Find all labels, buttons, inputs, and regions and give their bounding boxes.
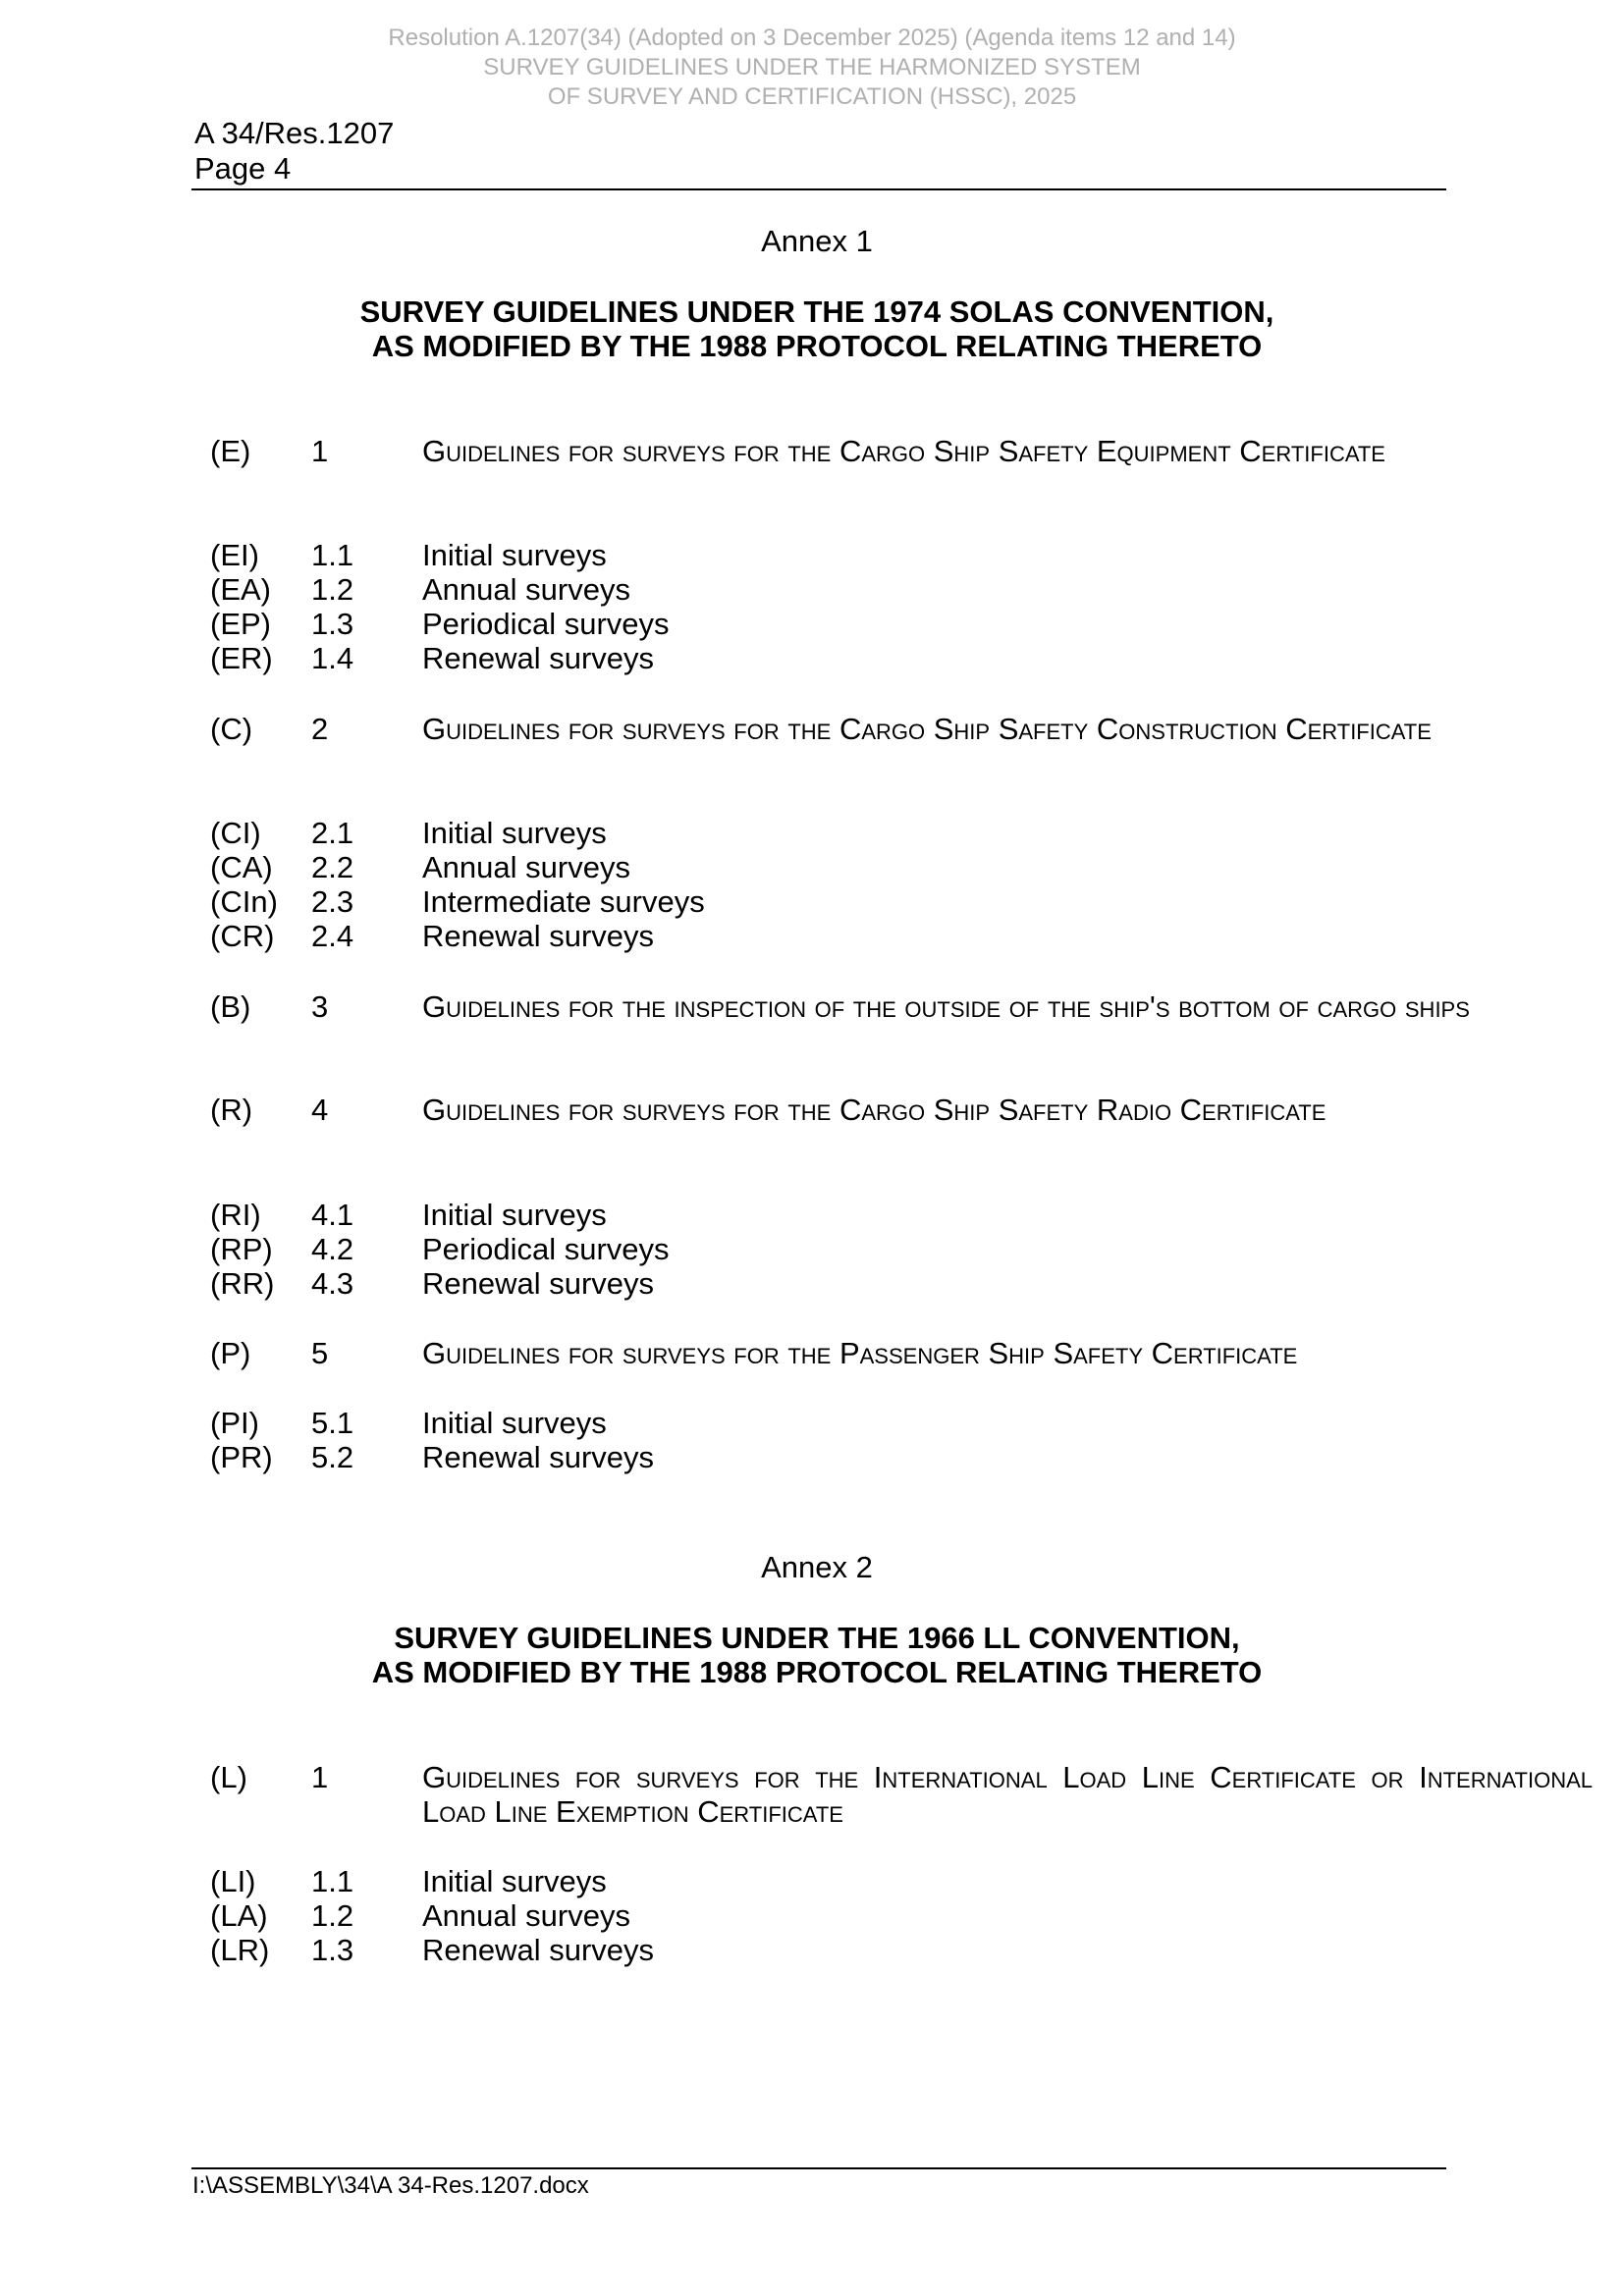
survey-code: (CA): [210, 850, 273, 884]
survey-code: (LR): [210, 1933, 270, 1967]
item-label: Renewal surveys: [422, 1933, 655, 1967]
item-number: 5.2: [311, 1440, 354, 1474]
item-label: Initial surveys: [422, 1864, 607, 1898]
item-number: 4.2: [311, 1232, 354, 1266]
item-number: 1: [311, 1760, 329, 1794]
survey-code: (LA): [210, 1898, 268, 1933]
survey-code: (CIn): [210, 884, 278, 919]
section-heading: Guidelines for surveys for the Passenger Ship Safety Certificate: [422, 1336, 1298, 1370]
annex-1-heading-line-2: AS MODIFIED BY THE 1988 PROTOCOL RELATING THERETO: [371, 329, 1263, 363]
item-number: 3: [311, 989, 329, 1024]
section-heading: Guidelines for the inspection of the outside of the ship's bottom of cargo ships: [422, 989, 1470, 1024]
item-number: 2.4: [311, 919, 354, 953]
item-label: Intermediate surveys: [422, 884, 705, 919]
item-label: Initial surveys: [422, 816, 607, 850]
item-number: 2.1: [311, 816, 354, 850]
item-number: 1.4: [311, 641, 354, 675]
survey-code: (RI): [210, 1198, 261, 1232]
survey-code: (LI): [210, 1864, 256, 1898]
item-label: Initial surveys: [422, 538, 607, 572]
survey-code: (EP): [210, 607, 271, 641]
item-number: 1.1: [311, 1864, 354, 1898]
item-number: 1.2: [311, 1898, 354, 1933]
page-header: [194, 116, 394, 187]
section-heading: Guidelines for surveys for the Cargo Ship Safety Equipment Certificate: [422, 434, 1385, 468]
survey-code: (E): [210, 434, 251, 468]
item-number: 1.3: [311, 607, 354, 641]
annex-1-heading-line-1: SURVEY GUIDELINES UNDER THE 1974 SOLAS CONVENTION,: [359, 294, 1274, 329]
survey-code: (B): [210, 989, 251, 1024]
footer-rule: [191, 2167, 1446, 2169]
item-label: Renewal surveys: [422, 1266, 655, 1301]
survey-code: (L): [210, 1760, 247, 1794]
item-number: 1.2: [311, 572, 354, 607]
item-number: 2.2: [311, 850, 354, 884]
section-heading: Guidelines for surveys for the International Load Line Certificate or International Load Line Exemption Certificate: [422, 1760, 1593, 1829]
item-label: Annual surveys: [422, 1898, 630, 1933]
watermark-line-1: Resolution A.1207(34) (Adopted on 3 December 2025) (Agenda items 12 and 14): [388, 25, 1236, 51]
item-number: 2.3: [311, 884, 354, 919]
header-rule: [191, 188, 1446, 190]
item-number: 4: [311, 1093, 329, 1127]
item-number: 1.1: [311, 538, 354, 572]
item-number: 5: [311, 1336, 329, 1370]
item-number: 2: [311, 712, 329, 746]
survey-code: (EI): [210, 538, 259, 572]
survey-code: (RP): [210, 1232, 273, 1266]
item-number: 1: [311, 434, 329, 468]
survey-code: (ER): [210, 641, 273, 675]
watermark: [0, 24, 1624, 112]
watermark-line-3: OF SURVEY AND CERTIFICATION (HSSC), 2025: [547, 83, 1077, 110]
survey-code: (RR): [210, 1266, 275, 1301]
annex-2-title: Annex 2: [761, 1550, 873, 1584]
survey-code: (EA): [210, 572, 271, 607]
section-heading: Guidelines for surveys for the Cargo Ship Safety Radio Certificate: [422, 1093, 1326, 1127]
document-reference: A 34/Res.1207: [194, 116, 395, 150]
annex-1-title: Annex 1: [761, 224, 873, 258]
survey-code: (CI): [210, 816, 261, 850]
item-number: 4.3: [311, 1266, 354, 1301]
survey-code: (CR): [210, 919, 275, 953]
item-label: Annual surveys: [422, 850, 630, 884]
item-label: Renewal surveys: [422, 1440, 655, 1474]
annex-2-heading: [0, 1621, 1624, 1689]
item-label: Initial surveys: [422, 1406, 607, 1440]
annex-1-heading: [0, 294, 1624, 363]
item-label: Periodical surveys: [422, 607, 670, 641]
annex-2-heading-line-2: AS MODIFIED BY THE 1988 PROTOCOL RELATING THERETO: [371, 1655, 1263, 1689]
item-number: 4.1: [311, 1198, 354, 1232]
page-number: Page 4: [194, 151, 292, 186]
item-label: Periodical surveys: [422, 1232, 670, 1266]
survey-code: (PI): [210, 1406, 259, 1440]
item-number: 5.1: [311, 1406, 354, 1440]
section-heading: Guidelines for surveys for the Cargo Ship Safety Construction Certificate: [422, 712, 1432, 746]
item-label: Renewal surveys: [422, 641, 655, 675]
survey-code: (P): [210, 1336, 251, 1370]
item-label: Renewal surveys: [422, 919, 655, 953]
survey-code: (R): [210, 1093, 253, 1127]
survey-code: (PR): [210, 1440, 273, 1474]
item-label: Initial surveys: [422, 1198, 607, 1232]
footer-file-path: I:\ASSEMBLY\34\A 34-Res.1207.docx: [192, 2172, 589, 2199]
watermark-line-2: SURVEY GUIDELINES UNDER THE HARMONIZED SYSTEM: [483, 54, 1141, 80]
annex-2-heading-line-1: SURVEY GUIDELINES UNDER THE 1966 LL CONVENTION,: [394, 1621, 1240, 1655]
item-label: Annual surveys: [422, 572, 630, 607]
survey-code: (C): [210, 712, 253, 746]
item-number: 1.3: [311, 1933, 354, 1967]
